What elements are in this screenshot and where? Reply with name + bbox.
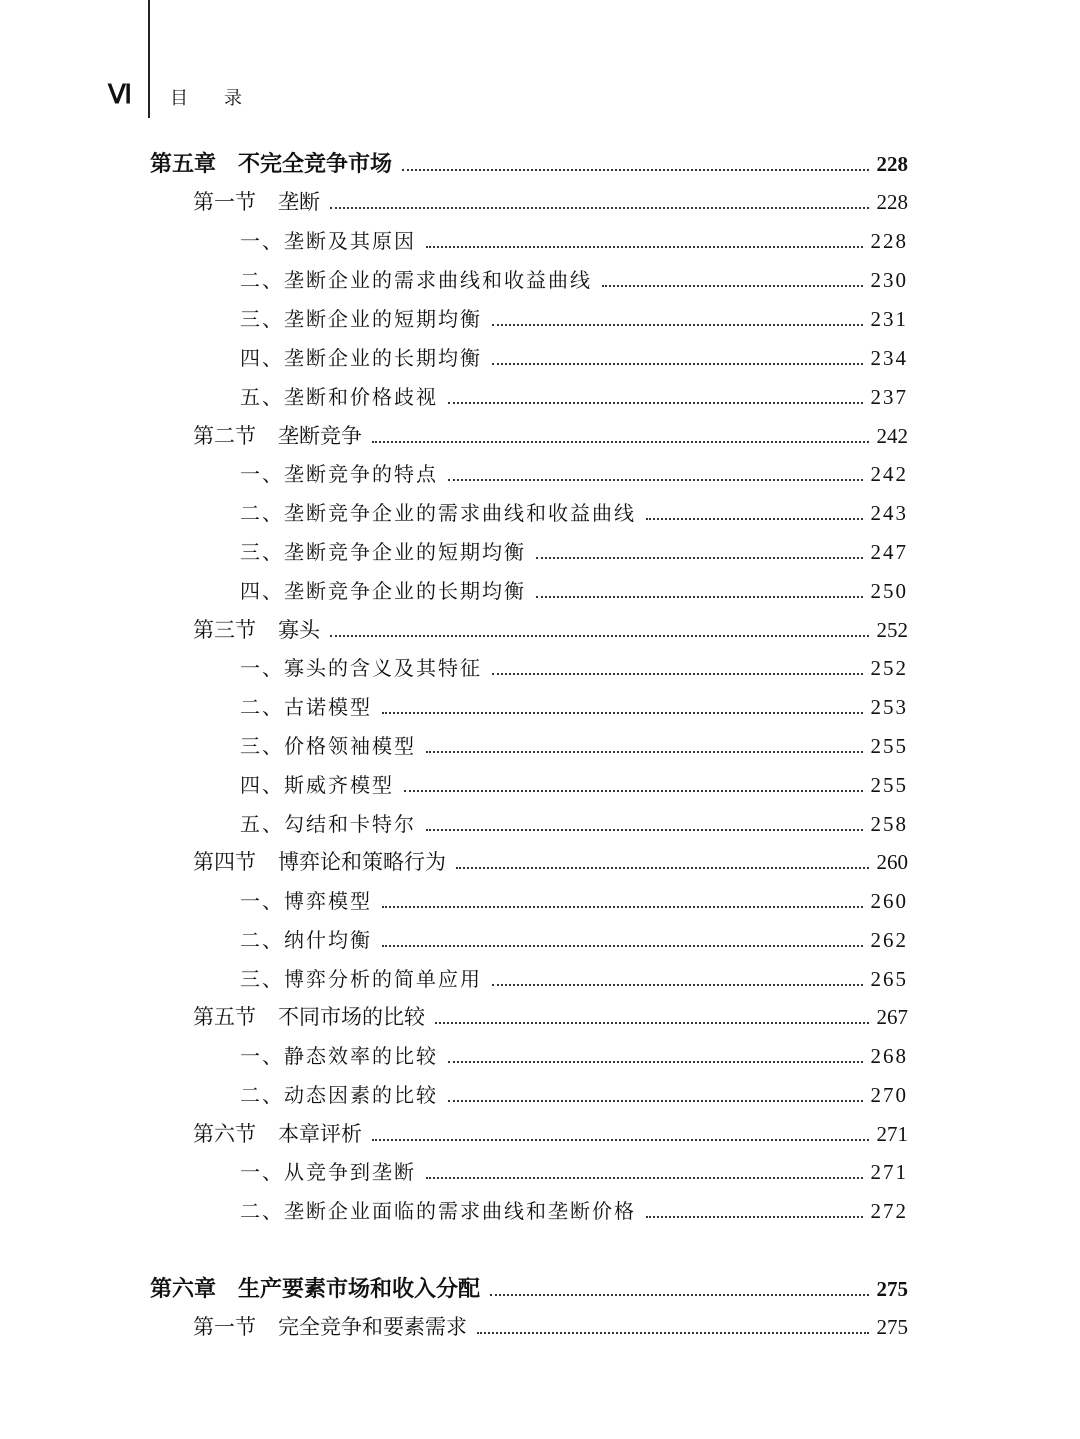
dot-leader [382,712,863,714]
toc-entry-title: 垄断竞争 [278,424,362,448]
toc-entry-label [240,303,482,332]
toc-entry-label [240,924,372,953]
dot-leader [372,1139,869,1141]
toc-entry-number: 一、 [240,656,284,680]
toc-section-entry[interactable] [193,186,908,216]
toc-entry-number: 第二节 [193,424,256,448]
dot-leader [477,1332,869,1334]
toc-entry-title: 斯威齐模型 [284,773,394,797]
toc-entry-label [193,1311,467,1341]
dot-leader [536,557,863,559]
toc-entry-number: 第四节 [193,850,256,874]
toc-entry-page-number: 275 [876,1277,908,1301]
toc-entry-label [240,536,526,565]
toc-entry-title: 价格领袖模型 [284,734,416,758]
toc-entry-number: 二、 [240,501,284,525]
toc-entry-page-number: 268 [870,1044,908,1068]
toc-item-entry[interactable] [240,1040,908,1070]
toc-entry-number: 二、 [240,268,284,292]
toc-entry-label [150,147,392,178]
toc-entry-number: 一、 [240,462,284,486]
toc-entry-number: 一、 [240,1044,284,1068]
toc-item-entry[interactable] [240,1156,908,1186]
toc-entry-title: 本章评析 [278,1122,362,1146]
dot-leader [448,479,863,481]
toc-entry-label [240,885,372,914]
toc-entry-number: 四、 [240,773,284,797]
toc-entry-label [240,342,482,371]
toc-section-entry[interactable] [193,1311,908,1341]
toc-entry-page-number: 271 [870,1160,908,1184]
toc-entry-title: 垄断和价格歧视 [284,385,438,409]
toc-entry-label [240,652,482,681]
toc-entry-page-number: 253 [870,695,908,719]
toc-entry-page-number: 230 [870,268,908,292]
toc-entry-page-number: 243 [870,501,908,525]
toc-entry-number: 第六节 [193,1122,256,1146]
toc-entry-page-number: 260 [876,850,908,874]
toc-entry-title: 垄断竞争企业的长期均衡 [284,579,526,603]
dot-leader [382,906,863,908]
toc-entry-number: 一、 [240,1160,284,1184]
toc-entry-title: 生产要素市场和收入分配 [238,1276,481,1302]
toc-entry-title: 垄断企业面临的需求曲线和垄断价格 [284,1199,636,1223]
toc-entry-number: 五、 [240,812,284,836]
toc-item-entry[interactable] [240,924,908,954]
toc-entry-number: 三、 [240,734,284,758]
toc-item-entry[interactable] [240,264,908,294]
dot-leader [448,402,863,404]
toc-entry-title: 从竞争到垄断 [284,1160,416,1184]
toc-entry-number: 第一节 [193,1315,256,1339]
toc-entry-label [240,1079,438,1108]
toc-entry-number: 四、 [240,346,284,370]
toc-entry-page-number: 228 [876,190,908,214]
toc-item-entry[interactable] [240,497,908,527]
toc-section-entry[interactable] [193,420,908,450]
toc-entry-title: 垄断竞争企业的需求曲线和收益曲线 [284,501,636,525]
toc-entry-title: 纳什均衡 [284,928,372,952]
toc-entry-label [240,691,372,720]
dot-leader [490,1294,868,1296]
toc-section-entry[interactable] [193,846,908,876]
dot-leader [435,1022,869,1024]
toc-item-entry[interactable] [240,963,908,993]
toc-entry-number: 二、 [240,928,284,952]
toc-entry-title: 动态因素的比较 [284,1083,438,1107]
toc-entry-number: 第五章 [150,151,217,177]
toc-entry-label [240,808,416,837]
toc-item-entry[interactable] [240,458,908,488]
page-number: Ⅵ [108,80,131,109]
dot-leader [646,518,863,520]
dot-leader [330,635,869,637]
toc-entry-title: 寡头的含义及其特征 [284,656,482,680]
toc-entry-number: 二、 [240,695,284,719]
toc-entry-page-number: 255 [870,773,908,797]
toc-entry-page-number: 237 [870,385,908,409]
toc-entry-label [193,1001,425,1031]
toc-item-entry[interactable] [240,885,908,915]
toc-entry-title: 寡头 [278,618,320,642]
toc-entry-page-number: 247 [870,540,908,564]
toc-entry-label [240,575,526,604]
toc-entry-number: 二、 [240,1083,284,1107]
toc-entry-number: 一、 [240,229,284,253]
dot-leader [646,1216,863,1218]
dot-leader [456,867,869,869]
toc-entry-title: 博弈模型 [284,889,372,913]
toc-entry-label [240,1195,636,1224]
toc-entry-title: 垄断竞争企业的短期均衡 [284,540,526,564]
dot-leader [382,945,863,947]
toc-item-entry[interactable] [240,303,908,333]
toc-entry-label [150,1272,480,1303]
toc-entry-label [240,264,592,293]
toc-entry-page-number: 228 [870,229,908,253]
toc-entry-label [240,1040,438,1069]
toc-entry-number: 三、 [240,540,284,564]
toc-entry-label [193,846,446,876]
toc-entry-title: 垄断及其原因 [284,229,416,253]
toc-entry-label [193,420,362,450]
toc-entry-page-number: 242 [876,424,908,448]
toc-item-entry[interactable] [240,691,908,721]
toc-entry-page-number: 255 [870,734,908,758]
toc-item-entry[interactable] [240,808,908,838]
dot-leader [426,246,863,248]
toc-entry-page-number: 260 [870,889,908,913]
toc-entry-label [193,1118,362,1148]
toc-entry-title: 完全竞争和要素需求 [278,1315,467,1339]
toc-entry-label [240,730,416,759]
toc-entry-page-number: 262 [870,928,908,952]
toc-chapter-entry[interactable] [150,147,908,177]
dot-leader [448,1100,863,1102]
toc-entry-number: 第一节 [193,190,256,214]
toc-entry-label [240,1156,416,1185]
toc-entry-title: 博弈论和策略行为 [278,850,446,874]
toc-entry-number: 三、 [240,967,284,991]
toc-entry-title: 垄断竞争的特点 [284,462,438,486]
running-header-title: 目录 [170,88,278,109]
toc-entry-label [240,225,416,254]
toc-entry-page-number: 267 [876,1005,908,1029]
toc-entry-label [193,186,320,216]
dot-leader [602,285,863,287]
toc-entry-page-number: 234 [870,346,908,370]
toc-item-entry[interactable] [240,381,908,411]
toc-item-entry[interactable] [240,730,908,760]
toc-entry-title: 垄断 [278,190,320,214]
dot-leader [330,207,869,209]
toc-chapter-entry[interactable] [150,1272,908,1302]
toc-item-entry[interactable] [240,225,908,255]
toc-entry-page-number: 271 [876,1122,908,1146]
toc-entry-number: 一、 [240,889,284,913]
toc-item-entry[interactable] [240,342,908,372]
toc-entry-number: 四、 [240,579,284,603]
toc-entry-page-number: 258 [870,812,908,836]
dot-leader [536,596,863,598]
toc-entry-number: 第六章 [150,1276,217,1302]
toc-entry-page-number: 252 [876,618,908,642]
toc-entry-page-number: 242 [870,462,908,486]
toc-entry-title: 垄断企业的需求曲线和收益曲线 [284,268,592,292]
toc-entry-title: 静态效率的比较 [284,1044,438,1068]
toc-entry-title: 垄断企业的短期均衡 [284,307,482,331]
toc-entry-title: 博弈分析的简单应用 [284,967,482,991]
toc-section-entry[interactable] [193,1118,908,1148]
toc-entry-label [240,769,394,798]
toc-entry-title: 垄断企业的长期均衡 [284,346,482,370]
dot-leader [492,363,863,365]
toc-section-entry[interactable] [193,614,908,644]
toc-item-entry[interactable] [240,536,908,566]
toc-entry-page-number: 231 [870,307,908,331]
toc-entry-label [240,963,482,992]
toc-entry-number: 五、 [240,385,284,409]
toc-entry-number: 二、 [240,1199,284,1223]
dot-leader [402,169,868,171]
toc-entry-page-number: 272 [870,1199,908,1223]
dot-leader [426,1177,863,1179]
dot-leader [372,441,869,443]
dot-leader [492,673,863,675]
toc-entry-label [240,458,438,487]
dot-leader [492,324,863,326]
toc-item-entry[interactable] [240,1195,908,1225]
toc-entry-title: 古诺模型 [284,695,372,719]
toc-item-entry[interactable] [240,769,908,799]
dot-leader [448,1061,863,1063]
toc-entry-title: 不同市场的比较 [278,1005,425,1029]
toc-entry-label [193,614,320,644]
toc-entry-title: 不完全竞争市场 [238,151,393,177]
dot-leader [426,751,863,753]
toc-item-entry[interactable] [240,652,908,682]
toc-entry-page-number: 265 [870,967,908,991]
toc-entry-page-number: 275 [876,1315,908,1339]
toc-entry-label [240,381,438,410]
toc-entry-page-number: 270 [870,1083,908,1107]
toc-entry-number: 第三节 [193,618,256,642]
toc-item-entry[interactable] [240,575,908,605]
toc-entry-page-number: 250 [870,579,908,603]
toc-section-entry[interactable] [193,1001,908,1031]
toc-entry-title: 勾结和卡特尔 [284,812,416,836]
toc-item-entry[interactable] [240,1079,908,1109]
toc-entry-label [240,497,636,526]
dot-leader [426,829,863,831]
toc-entry-page-number: 228 [876,152,908,176]
dot-leader [492,984,863,986]
toc-entry-number: 三、 [240,307,284,331]
toc-entry-number: 第五节 [193,1005,256,1029]
dot-leader [404,790,863,792]
toc-entry-page-number: 252 [870,656,908,680]
